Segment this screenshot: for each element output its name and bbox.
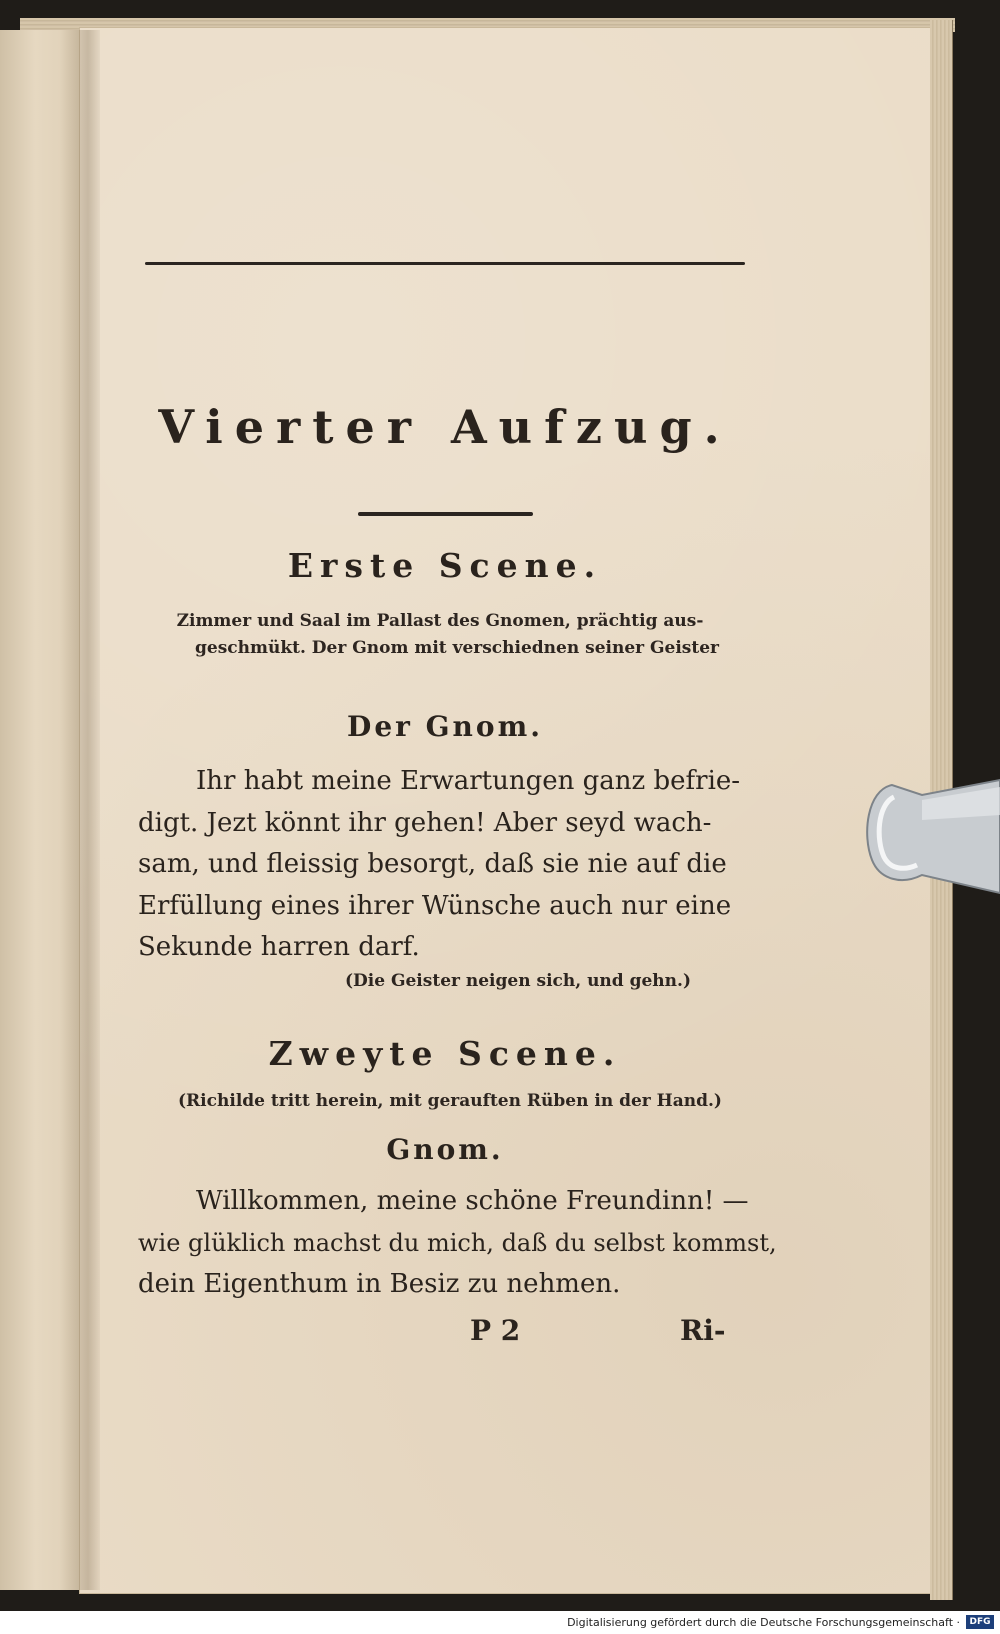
speech-line: sam, und fleissig besorgt, daß sie nie auf die — [138, 849, 727, 879]
top-rule — [145, 262, 745, 265]
scene2-speech — [138, 1181, 777, 1306]
scene1-speech — [138, 761, 741, 969]
act-title: Vierter Aufzug. — [158, 400, 732, 454]
scene2-speaker: Gnom. — [386, 1133, 504, 1166]
speech-line: Erfüllung eines ihrer Wünsche auch nur eine — [138, 890, 732, 921]
digitization-footer — [0, 1611, 1000, 1634]
catchword: Ri- — [680, 1314, 726, 1347]
signature-mark: P 2 — [470, 1314, 521, 1347]
speech-line: digt. Jezt könnt ihr gehen! Aber seyd wach- — [138, 807, 712, 838]
scene1-direction: (Die Geister neigen sich, und gehn.) — [345, 971, 691, 991]
dfg-credit: Digitalisierung gefördert durch die Deutsche Forschungsgemeinschaft · — [567, 1616, 960, 1629]
dfg-logo: DFG — [966, 1615, 994, 1629]
speech-line: Willkommen, meine schöne Freundinn! — — [196, 1186, 749, 1216]
page-clip-icon — [862, 775, 1000, 895]
gutter-shadow — [60, 30, 100, 1590]
scene1-stage-line2: geschmükt. Der Gnom mit verschiednen seiner Geister — [195, 638, 720, 658]
speech-line: Ihr habt meine Erwartungen ganz befrie- — [196, 766, 741, 796]
speech-line: dein Eigenthum in Besiz zu nehmen. — [138, 1269, 621, 1299]
title-rule — [358, 512, 533, 516]
scene1-title: Erste Scene. — [287, 546, 603, 585]
scene2-title: Zweyte Scene. — [268, 1034, 622, 1073]
scene2-direction: (Richilde tritt herein, mit gerauften Rüben in der Hand.) — [178, 1091, 722, 1111]
speech-line: Sekunde harren darf. — [138, 932, 420, 962]
scene1-stage-line1: Zimmer und Saal im Pallast des Gnomen, prächtig aus- — [176, 611, 704, 631]
scene1-speaker: Der Gnom. — [347, 710, 543, 743]
speech-line: wie glüklich machst du mich, daß du selbst kommst, — [138, 1228, 777, 1257]
